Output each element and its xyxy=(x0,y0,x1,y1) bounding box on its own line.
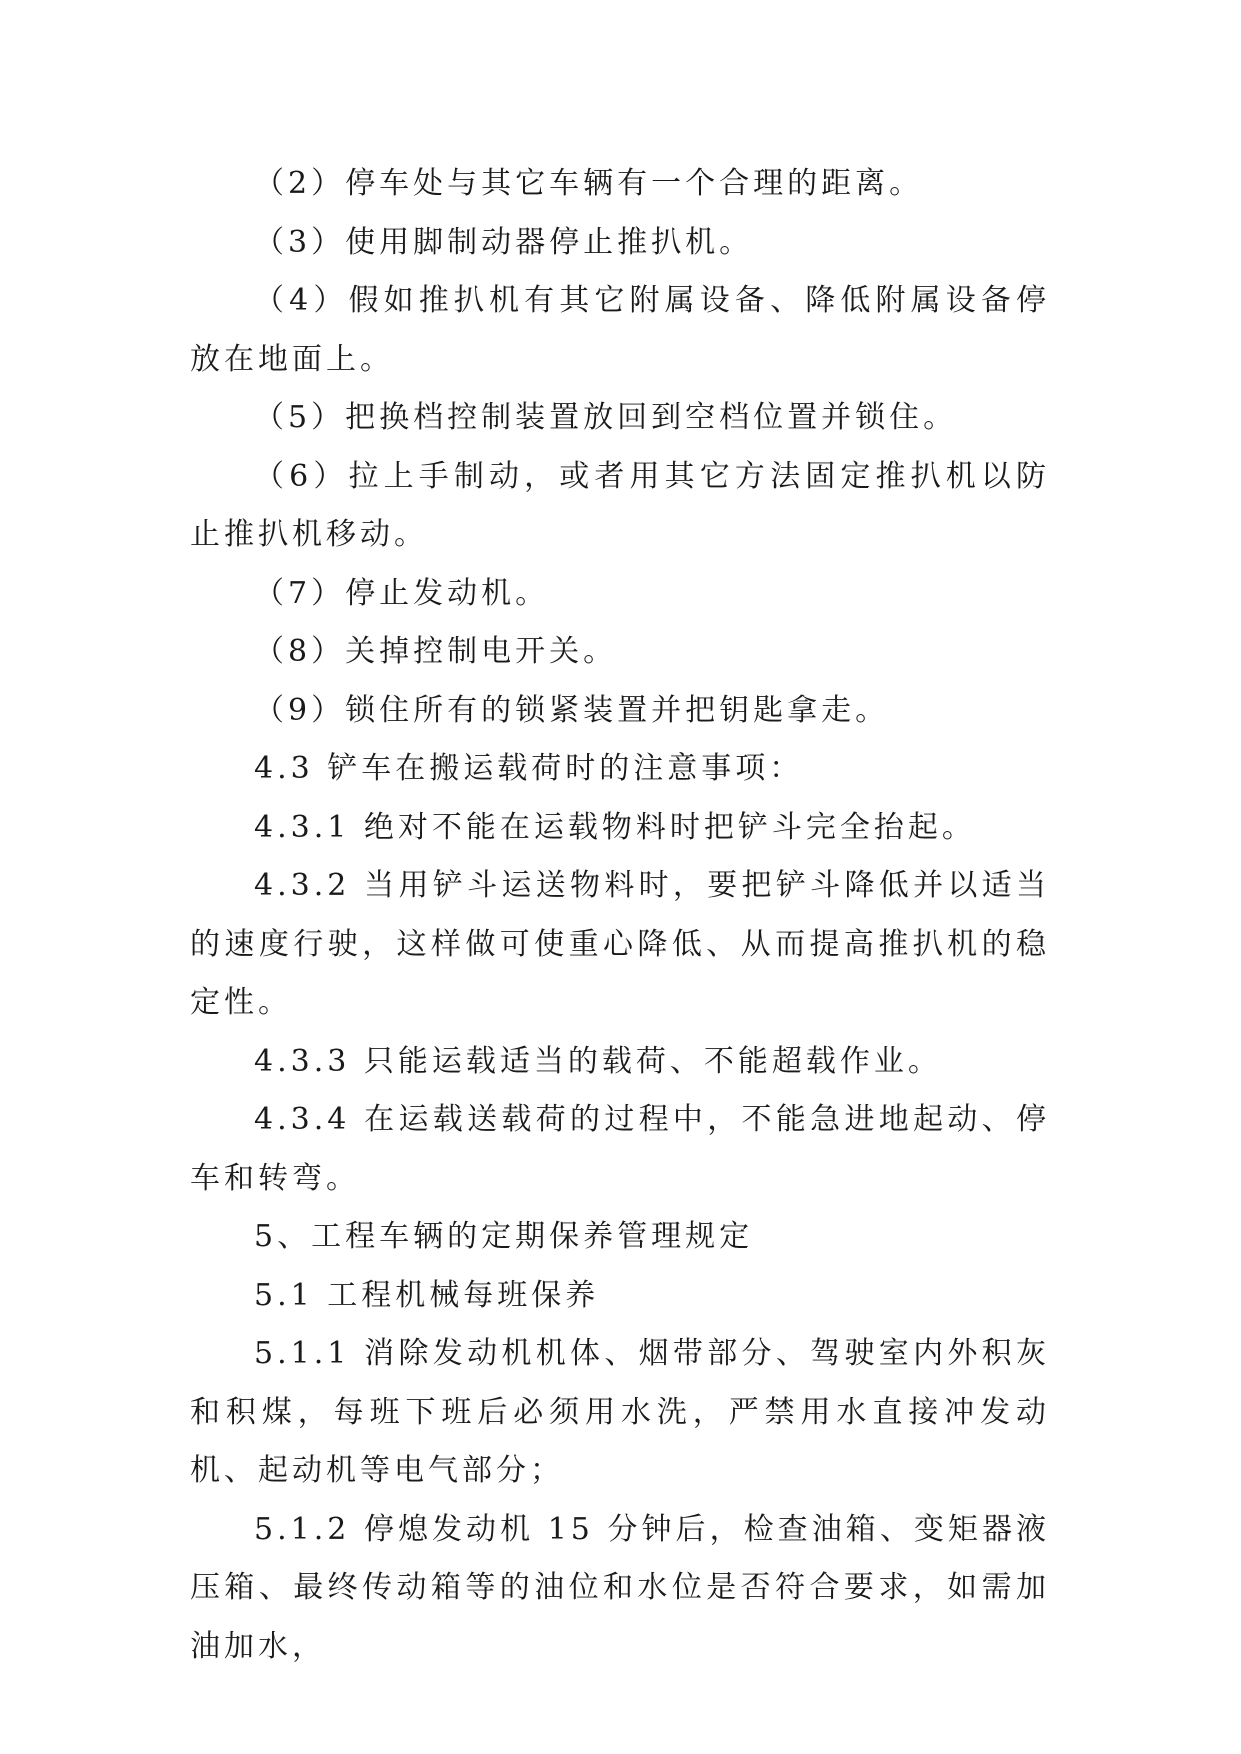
item-4-3-4: 4.3.4 在运载送载荷的过程中，不能急进地起动、停车和转弯。 xyxy=(190,1102,1050,1196)
item-5-1-1: 5.1.1 消除发动机机体、烟带部分、驾驶室内外积灰和积煤，每班下班后必须用水洗，严禁用水直接冲发动机、起动机等电气部分； xyxy=(190,1336,1050,1488)
section-heading-5: 5、工程车辆的定期保养管理规定 xyxy=(254,1219,754,1254)
paragraph-9: （9）锁住所有的锁紧装置并把钥匙拿走。 xyxy=(254,692,890,728)
section-heading-4-3: 4.3 铲车在搬运载荷时的注意事项： xyxy=(254,751,804,786)
paragraph-2: （2）停车处与其它车辆有一个合理的距离。 xyxy=(254,166,924,201)
paragraph-7: （7）停止发动机。 xyxy=(254,575,550,611)
section-heading-5-1: 5.1 工程机械每班保养 xyxy=(254,1277,600,1313)
item-4-3-3: 4.3.3 只能运载适当的载荷、不能超载作业。 xyxy=(254,1043,942,1079)
paragraph-3: （3）使用脚制动器停止推扒机。 xyxy=(254,224,754,260)
paragraph-4: （4）假如推扒机有其它附属设备、降低附属设备停放在地面上。 xyxy=(190,283,1050,377)
paragraph-6: （6）拉上手制动，或者用其它方法固定推扒机以防止推扒机移动。 xyxy=(190,458,1050,552)
document-body xyxy=(190,155,1050,1676)
item-4-3-1: 4.3.1 绝对不能在运载物料时把铲斗完全抬起。 xyxy=(254,809,976,845)
paragraph-5: （5）把换档控制装置放回到空档位置并锁住。 xyxy=(254,400,958,435)
paragraph-8: （8）关掉控制电开关。 xyxy=(254,634,618,669)
item-5-1-2: 5.1.2 停熄发动机 15 分钟后，检查油箱、变矩器液压箱、最终传动箱等的油位和水位是否符合要求，如需加油加水， xyxy=(190,1511,1050,1664)
item-4-3-2: 4.3.2 当用铲斗运送物料时，要把铲斗降低并以适当的速度行驶，这样做可使重心降低、从而提高推扒机的稳定性。 xyxy=(190,868,1050,1020)
